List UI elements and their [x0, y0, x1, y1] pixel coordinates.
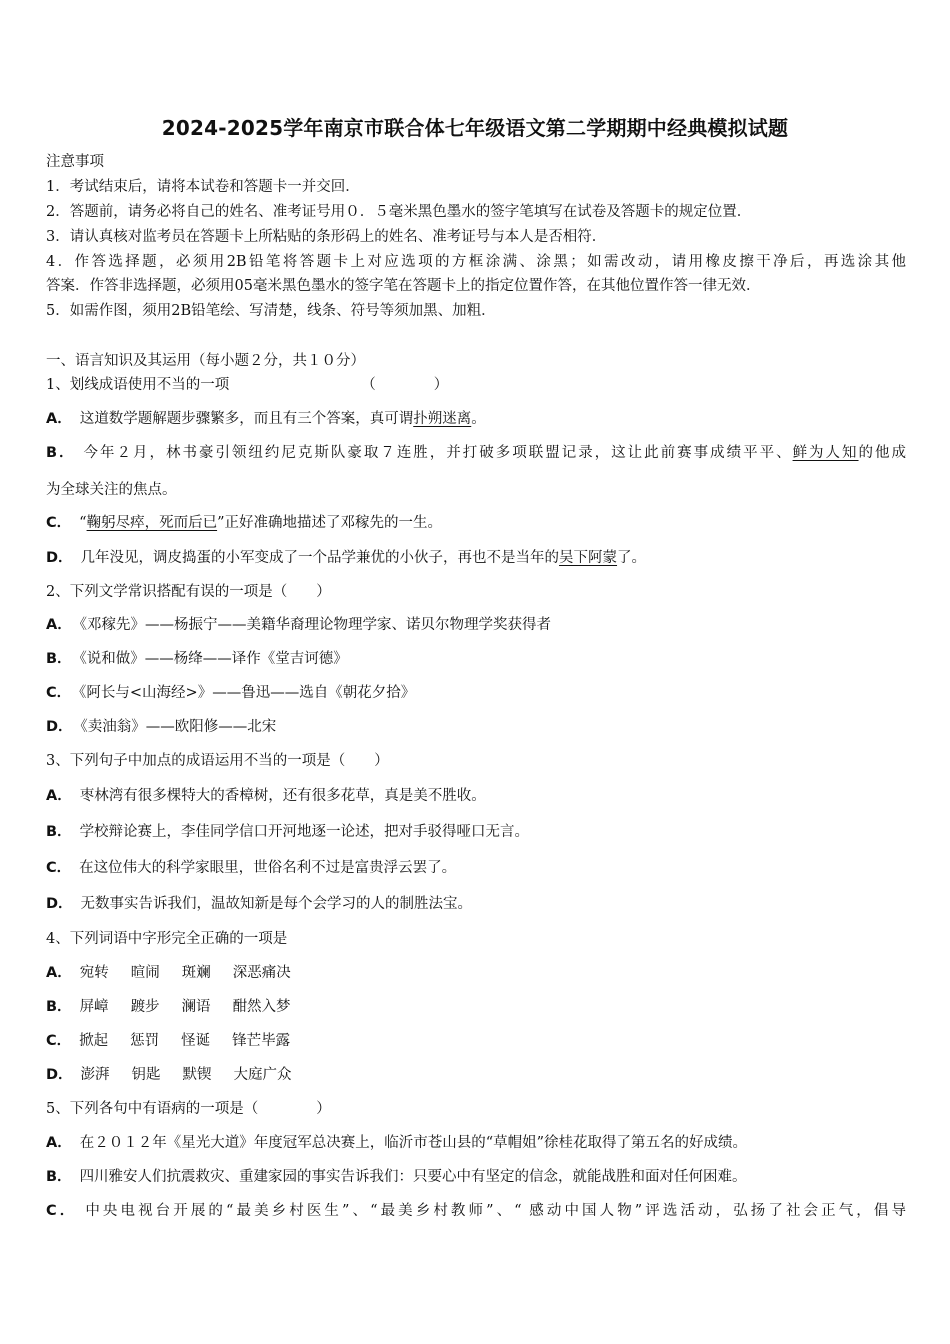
question-5-option-c [46, 1201, 906, 1221]
option-label: C． [46, 860, 72, 876]
notice-item-4-cont: 答案．作答非选择题，必须用05毫米黑色墨水的签字笔在答题卡上的指定位置作答，在其他位置作答一律无效． [46, 278, 761, 294]
question-5-stem: 5、下列各句中有语病的一项是（ ） [46, 1101, 331, 1117]
section-heading: 一、语言知识及其运用（每小题２分，共１０分） [46, 353, 365, 369]
notice-item-3: 3．请认真核对监考员在答题卡上所粘贴的条形码上的姓名、准考证号与本人是否相符． [46, 229, 607, 245]
option-label: B． [46, 445, 76, 461]
option-text: 在２０１２年《星光大道》年度冠军总决赛上，临沂市苍山县的“草帽姐”徐桂花取得了第五名的好成绩。 [79, 1135, 748, 1151]
question-2-stem: 2、下列文学常识搭配有误的一项是（ ） [46, 584, 331, 600]
underlined-idiom: 扑朔迷离 [413, 411, 472, 427]
option-text-end: 的他成 [858, 445, 907, 461]
word: 怪诞 [181, 1033, 211, 1049]
option-label: C． [46, 1033, 72, 1049]
question-1-text: 1、划线成语使用不当的一项 [46, 377, 230, 393]
question-4-option-d [46, 1065, 292, 1085]
word: 锋芒毕露 [232, 1033, 291, 1049]
question-1-stem [46, 375, 448, 395]
option-text: 四川雅安人们抗震救灾、重建家园的事实告诉我们：只要心中有坚定的信念，就能战胜和面对任何困难。 [79, 1169, 747, 1185]
option-label: B． [46, 651, 72, 667]
option-label: A． [46, 965, 72, 981]
question-1-option-d [46, 548, 646, 568]
option-text: 中央电视台开展的“最美乡村医生”、“最美乡村教师”、“ 感动中国人物”评选活动，弘扬了社会正气，倡导 [85, 1203, 906, 1219]
question-1-option-c [46, 513, 442, 533]
question-5-option-b [46, 1167, 747, 1187]
option-text: 《说和做》——杨绛——译作《堂吉诃德》 [79, 651, 348, 667]
question-3-option-d [46, 894, 472, 914]
word: 宛转 [79, 965, 109, 981]
option-text: 《卖油翁》——欧阳修——北宋 [80, 719, 277, 735]
notice-item-4: 4．作答选择题，必须用2B铅笔将答题卡上对应选项的方框涂满、涂黑；如需改动，请用橡皮擦干净后，再选涂其他 [46, 254, 906, 270]
word: 大庭广众 [233, 1067, 292, 1083]
option-text-end: 。 [471, 411, 486, 427]
question-2-option-c [46, 683, 415, 703]
option-label: B． [46, 1169, 72, 1185]
option-label: A． [46, 788, 72, 804]
option-label: B． [46, 999, 72, 1015]
word: 惩罚 [130, 1033, 160, 1049]
question-4-option-b [46, 997, 291, 1017]
option-text: 学校辩论赛上，李佳同学信口开河地逐一论述，把对手驳得哑口无言。 [79, 824, 530, 840]
option-label: D． [46, 719, 73, 735]
option-label: D． [46, 1067, 73, 1083]
option-label: B． [46, 824, 72, 840]
notice-item-5: 5．如需作图，须用2B铅笔绘、写清楚，线条、符号等须加黑、加粗． [46, 303, 496, 319]
question-2-option-d [46, 717, 276, 737]
word: 掀起 [79, 1033, 109, 1049]
question-4-stem: 4、下列词语中字形完全正确的一项是 [46, 931, 288, 947]
word: 屏嶂 [79, 999, 109, 1015]
option-label: C． [46, 515, 72, 531]
option-text: “ [79, 515, 87, 531]
option-text: 几年没见，调皮捣蛋的小军变成了一个品学兼优的小伙子，再也不是当年的 [80, 550, 560, 566]
underlined-idiom: 鲜为人知 [792, 445, 859, 461]
word: 默锲 [182, 1067, 212, 1083]
option-label: D． [46, 550, 73, 566]
page-title: 2024-2025学年南京市联合体七年级语文第二学期期中经典模拟试题 [161, 116, 789, 140]
word: 澎湃 [80, 1067, 110, 1083]
option-label: C． [46, 685, 72, 701]
answer-blank: （ ） [361, 377, 449, 393]
option-text: 今年２月，林书豪引领纽约尼克斯队豪取７连胜，并打破多项联盟记录，这让此前赛事成绩平平、 [83, 445, 793, 461]
option-label: D． [46, 896, 73, 912]
word: 踱步 [130, 999, 160, 1015]
underlined-idiom: 吴下阿蒙 [559, 550, 618, 566]
question-1-option-a [46, 409, 486, 429]
option-text: 无数事实告诉我们，温故知新是每个会学习的人的制胜法宝。 [80, 896, 473, 912]
option-text: 这道数学题解题步骤繁多，而且有三个答案，真可谓 [79, 411, 414, 427]
option-label: A． [46, 617, 72, 633]
notice-heading: 注意事项 [46, 154, 104, 170]
option-text: 枣林湾有很多棵特大的香樟树，还有很多花草，真是美不胜收。 [79, 788, 486, 804]
question-4-option-c [46, 1031, 290, 1051]
word: 斑斓 [181, 965, 211, 981]
question-3-stem: 3、下列句子中加点的成语运用不当的一项是（ ） [46, 753, 389, 769]
option-label: C． [46, 1203, 78, 1219]
word: 暄闹 [130, 965, 160, 981]
option-text: 在这位伟大的科学家眼里，世俗名利不过是富贵浮云罢了。 [79, 860, 457, 876]
option-text-end: ”正好准确地描述了邓稼先的一生。 [217, 515, 442, 531]
option-text: 《邓稼先》——杨振宁——美籍华裔理论物理学家、诺贝尔物理学奖获得者 [79, 617, 551, 633]
question-3-option-b [46, 822, 529, 842]
question-2-option-b [46, 649, 348, 669]
word: 酣然入梦 [232, 999, 291, 1015]
question-5-option-a [46, 1133, 747, 1153]
question-4-option-a [46, 963, 291, 983]
notice-item-2: 2．答题前，请务必将自己的姓名、准考证号用０．５毫米黑色墨水的签字笔填写在试卷及答题卡的规定位置． [46, 204, 752, 220]
underlined-idiom: 鞠躬尽瘁，死而后已 [86, 515, 218, 531]
option-label: A． [46, 1135, 72, 1151]
word: 深恶痛决 [232, 965, 291, 981]
notice-item-1: 1．考试结束后，请将本试卷和答题卡一并交回． [46, 179, 360, 195]
question-3-option-c [46, 858, 456, 878]
word: 澜语 [181, 999, 211, 1015]
option-label: A． [46, 411, 72, 427]
word: 钥匙 [131, 1067, 161, 1083]
question-3-option-a [46, 786, 486, 806]
question-2-option-a [46, 615, 551, 635]
question-1-option-b-cont: 为全球关注的焦点。 [46, 482, 177, 498]
question-1-option-b [46, 443, 906, 463]
option-text: 《阿长与<山海经>》——鲁迅——选自《朝花夕拾》 [79, 685, 416, 701]
option-text-end: 了。 [617, 550, 647, 566]
